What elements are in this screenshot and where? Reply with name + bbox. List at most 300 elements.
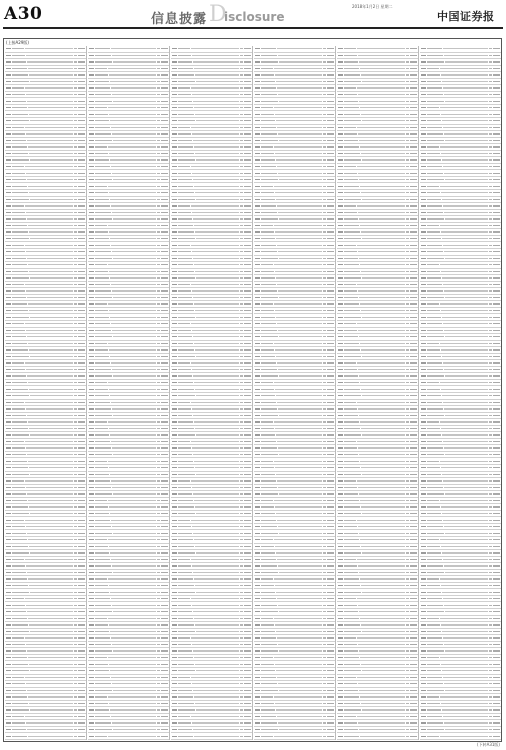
table-cell-code <box>89 395 94 396</box>
table-cell-num <box>493 631 500 632</box>
table-cell-name <box>344 192 360 193</box>
table-cell-code <box>255 421 260 422</box>
table-cell-title <box>444 212 488 213</box>
table-cell-code <box>338 578 343 579</box>
table-cell-name <box>261 258 278 259</box>
table-cell-title <box>444 94 488 95</box>
table-cell-type <box>489 317 492 318</box>
table-cell-title <box>196 317 239 318</box>
table-cell-num <box>161 434 168 435</box>
table-cell-code <box>338 336 343 337</box>
table-cell-code <box>338 258 343 259</box>
table-cell-code <box>338 722 343 723</box>
table-cell-type <box>323 212 326 213</box>
table-cell-code <box>6 323 11 324</box>
table-cell-type <box>74 722 77 723</box>
table-cell-type <box>157 218 160 219</box>
table-cell-num <box>410 644 417 645</box>
table-cell-code <box>255 395 260 396</box>
table-cell-num <box>244 709 251 710</box>
table-cell-code <box>89 173 94 174</box>
table-cell-type <box>406 317 409 318</box>
table-cell-num <box>327 271 334 272</box>
table-cell-num <box>244 533 251 534</box>
table-cell-num <box>244 133 251 134</box>
table-cell-title <box>110 238 156 239</box>
table-cell-num <box>493 546 500 547</box>
table-cell-title <box>277 677 322 678</box>
table-cell-code <box>6 382 11 383</box>
table-cell-num <box>327 120 334 121</box>
table-cell-name <box>427 218 444 219</box>
table-cell-code <box>6 461 11 462</box>
table-cell-type <box>74 650 77 651</box>
table-cell-num <box>410 343 417 344</box>
table-cell-title <box>359 61 405 62</box>
table-cell-name <box>344 677 356 678</box>
table-cell-type <box>489 271 492 272</box>
table-cell-num <box>78 650 85 651</box>
table-cell-title <box>111 166 156 167</box>
table-cell-name <box>261 74 274 75</box>
table-cell-title <box>193 375 239 376</box>
table-cell-name <box>95 107 107 108</box>
table-cell-type <box>240 716 243 717</box>
table-cell-title <box>193 61 239 62</box>
table-cell-title <box>278 94 322 95</box>
table-cell-type <box>406 48 409 49</box>
table-cell-num <box>244 546 251 547</box>
table-cell-num <box>244 572 251 573</box>
table-cell-num <box>327 683 334 684</box>
table-cell-num <box>327 290 334 291</box>
table-cell-name <box>427 539 439 540</box>
table-cell-name <box>12 657 27 658</box>
table-cell-code <box>255 526 260 527</box>
table-cell-num <box>244 415 251 416</box>
table-cell-num <box>244 520 251 521</box>
table-cell-title <box>25 677 73 678</box>
table-cell-type <box>406 670 409 671</box>
table-cell-title <box>360 696 405 697</box>
table-cell-type <box>406 107 409 108</box>
table-cell-title <box>191 520 239 521</box>
table-cell-code <box>338 290 343 291</box>
table-cell-name <box>178 389 194 390</box>
table-cell-title <box>28 146 73 147</box>
table-cell-num <box>410 415 417 416</box>
table-cell-code <box>338 683 343 684</box>
table-cell-num <box>410 408 417 409</box>
table-cell-title <box>193 258 239 259</box>
table-cell-type <box>489 447 492 448</box>
table-cell-name <box>344 61 358 62</box>
table-cell-code <box>6 186 11 187</box>
table-cell-type <box>489 480 492 481</box>
table-cell-num <box>244 441 251 442</box>
table-cell-num <box>493 205 500 206</box>
table-cell-code <box>89 107 94 108</box>
table-cell-num <box>161 173 168 174</box>
table-cell-type <box>157 664 160 665</box>
table-cell-num <box>327 572 334 573</box>
table-cell-title <box>359 218 405 219</box>
table-cell-type <box>240 611 243 612</box>
table-cell-num <box>161 722 168 723</box>
table-cell-name <box>178 513 195 514</box>
table-cell-title <box>445 258 488 259</box>
table-cell-name <box>12 251 25 252</box>
table-cell-code <box>6 447 11 448</box>
table-cell-title <box>191 716 239 717</box>
table-cell-num <box>244 245 251 246</box>
table-cell-num <box>161 631 168 632</box>
table-cell-name <box>427 205 442 206</box>
table-cell-title <box>278 408 322 409</box>
table-cell-code <box>338 303 343 304</box>
table-cell-title <box>277 362 322 363</box>
table-cell-code <box>172 637 177 638</box>
table-cell-name <box>95 284 110 285</box>
table-cell-num <box>327 592 334 593</box>
table-cell-title <box>359 297 405 298</box>
table-cell-num <box>244 356 251 357</box>
table-cell-code <box>421 317 426 318</box>
table-cell-name <box>12 310 28 311</box>
table-cell-num <box>161 61 168 62</box>
table-cell-num <box>327 218 334 219</box>
table-cell-name <box>178 533 192 534</box>
table-cell-code <box>255 225 260 226</box>
table-cell-title <box>28 578 73 579</box>
table-cell-name <box>178 310 194 311</box>
table-cell-num <box>161 192 168 193</box>
table-cell-name <box>427 729 444 730</box>
table-cell-title <box>113 611 156 612</box>
masthead <box>0 0 506 30</box>
table-cell-code <box>338 343 343 344</box>
table-cell-type <box>157 343 160 344</box>
table-cell-type <box>74 520 77 521</box>
table-cell-num <box>327 690 334 691</box>
table-cell-name <box>261 389 274 390</box>
table-cell-title <box>357 520 405 521</box>
table-cell-num <box>410 127 417 128</box>
table-cell-type <box>240 303 243 304</box>
table-cell-name <box>95 271 108 272</box>
table-cell-num <box>327 487 334 488</box>
table-cell-num <box>244 101 251 102</box>
table-cell-code <box>421 284 426 285</box>
table-cell-num <box>493 709 500 710</box>
table-cell-num <box>78 61 85 62</box>
table-cell-title <box>358 683 405 684</box>
table-cell-code <box>172 74 177 75</box>
table-cell-type <box>489 225 492 226</box>
table-cell-num <box>410 245 417 246</box>
table-cell-code <box>255 101 260 102</box>
table-cell-title <box>25 402 73 403</box>
table-cell-num <box>244 447 251 448</box>
table-cell-title <box>193 415 239 416</box>
table-cell-num <box>78 218 85 219</box>
table-cell-num <box>244 624 251 625</box>
table-cell-code <box>255 375 260 376</box>
table-cell-num <box>410 81 417 82</box>
table-cell-name <box>344 683 357 684</box>
table-cell-title <box>26 369 73 370</box>
table-cell-num <box>78 624 85 625</box>
table-cell-code <box>421 513 426 514</box>
table-cell-code <box>172 159 177 160</box>
table-cell-type <box>74 212 77 213</box>
table-cell-code <box>338 271 343 272</box>
table-cell-num <box>161 159 168 160</box>
table-cell-num <box>244 284 251 285</box>
table-cell-name <box>261 356 275 357</box>
table-cell-code <box>172 186 177 187</box>
table-cell-code <box>6 303 11 304</box>
table-cell-code <box>421 336 426 337</box>
table-cell-type <box>406 526 409 527</box>
table-cell-num <box>493 127 500 128</box>
table-cell-code <box>6 48 11 49</box>
table-cell-title <box>30 277 73 278</box>
table-cell-type <box>406 159 409 160</box>
table-cell-code <box>6 592 11 593</box>
table-cell-num <box>161 225 168 226</box>
table-cell-name <box>427 533 444 534</box>
table-cell-num <box>410 192 417 193</box>
table-cell-num <box>493 323 500 324</box>
table-cell-type <box>489 81 492 82</box>
table-cell-title <box>27 61 73 62</box>
table-cell-code <box>255 323 260 324</box>
table-cell-code <box>255 736 260 737</box>
table-cell-code <box>172 251 177 252</box>
table-cell-code <box>89 402 94 403</box>
table-cell-type <box>406 605 409 606</box>
table-cell-type <box>489 251 492 252</box>
table-cell-code <box>255 61 260 62</box>
table-cell-title <box>26 55 73 56</box>
table-cell-type <box>489 467 492 468</box>
table-cell-num <box>493 310 500 311</box>
table-cell-title <box>196 81 239 82</box>
table-cell-code <box>172 297 177 298</box>
table-cell-title <box>277 245 322 246</box>
table-cell-name <box>427 336 444 337</box>
table-cell-type <box>240 356 243 357</box>
table-cell-type <box>323 506 326 507</box>
table-cell-type <box>323 395 326 396</box>
table-cell-type <box>157 238 160 239</box>
table-cell-name <box>344 395 361 396</box>
table-cell-title <box>30 474 73 475</box>
table-cell-type <box>406 81 409 82</box>
table-cell-name <box>427 153 440 154</box>
table-cell-num <box>161 487 168 488</box>
table-cell-title <box>278 447 322 448</box>
table-cell-type <box>489 303 492 304</box>
table-cell-num <box>78 264 85 265</box>
table-cell-code <box>255 637 260 638</box>
table-cell-num <box>327 526 334 527</box>
table-cell-name <box>95 506 108 507</box>
table-cell-num <box>327 578 334 579</box>
table-cell-title <box>360 461 405 462</box>
table-cell-num <box>410 212 417 213</box>
table-cell-name <box>261 559 276 560</box>
table-cell-title <box>445 533 488 534</box>
section-title-en-initial: D <box>209 2 227 27</box>
table-cell-type <box>157 94 160 95</box>
table-cell-type <box>240 506 243 507</box>
table-cell-num <box>410 186 417 187</box>
table-cell-name <box>12 552 29 553</box>
table-cell-title <box>26 605 73 606</box>
table-cell-code <box>338 389 343 390</box>
table-cell-num <box>244 186 251 187</box>
table-cell-num <box>327 533 334 534</box>
table-cell-title <box>195 310 239 311</box>
table-cell-type <box>323 421 326 422</box>
table-cell-code <box>338 493 343 494</box>
table-cell-title <box>358 290 405 291</box>
table-cell-type <box>406 251 409 252</box>
table-cell-title <box>113 572 156 573</box>
table-cell-name <box>344 48 356 49</box>
table-cell-name <box>178 74 194 75</box>
table-cell-title <box>357 245 405 246</box>
table-cell-num <box>161 120 168 121</box>
table-cell-code <box>255 703 260 704</box>
table-cell-title <box>193 493 239 494</box>
table-cell-code <box>6 618 11 619</box>
table-cell-code <box>338 349 343 350</box>
table-cell-name <box>12 349 28 350</box>
table-cell-code <box>421 559 426 560</box>
table-cell-num <box>493 618 500 619</box>
table-cell-code <box>421 500 426 501</box>
table-cell-name <box>12 467 28 468</box>
table-cell-name <box>12 264 27 265</box>
table-cell-code <box>255 461 260 462</box>
table-cell-type <box>240 592 243 593</box>
table-cell-title <box>357 598 405 599</box>
table-cell-num <box>244 212 251 213</box>
table-cell-type <box>323 493 326 494</box>
table-cell-num <box>244 703 251 704</box>
table-cell-name <box>427 696 439 697</box>
table-cell-name <box>12 441 24 442</box>
table-cell-code <box>172 657 177 658</box>
table-cell-num <box>493 159 500 160</box>
table-cell-title <box>108 68 156 69</box>
table-cell-title <box>362 513 405 514</box>
table-cell-code <box>6 55 11 56</box>
table-cell-code <box>172 677 177 678</box>
table-cell-name <box>427 284 442 285</box>
table-cell-type <box>323 173 326 174</box>
table-cell-name <box>12 709 29 710</box>
table-cell-num <box>410 480 417 481</box>
table-cell-num <box>78 461 85 462</box>
table-cell-title <box>445 336 488 337</box>
table-cell-code <box>421 205 426 206</box>
table-cell-num <box>327 565 334 566</box>
table-cell-num <box>410 664 417 665</box>
table-cell-num <box>493 683 500 684</box>
table-cell-name <box>261 709 275 710</box>
table-cell-type <box>74 251 77 252</box>
table-cell-num <box>493 624 500 625</box>
table-cell-num <box>493 644 500 645</box>
table-cell-num <box>327 133 334 134</box>
table-cell-code <box>172 284 177 285</box>
table-cell-code <box>172 166 177 167</box>
table-cell-code <box>421 565 426 566</box>
table-cell-num <box>244 290 251 291</box>
table-cell-num <box>78 87 85 88</box>
table-cell-name <box>261 231 274 232</box>
table-cell-code <box>421 631 426 632</box>
table-cell-name <box>344 297 358 298</box>
table-column <box>337 46 419 740</box>
table-cell-title <box>193 611 239 612</box>
table-cell-name <box>178 323 190 324</box>
table-cell-title <box>274 68 322 69</box>
table-cell-num <box>244 598 251 599</box>
table-cell-name <box>344 500 359 501</box>
table-cell-num <box>493 68 500 69</box>
table-cell-type <box>157 173 160 174</box>
table-cell-code <box>338 369 343 370</box>
table-cell-code <box>172 146 177 147</box>
table-cell-title <box>193 336 239 337</box>
table-cell-type <box>323 382 326 383</box>
table-cell-num <box>410 709 417 710</box>
table-cell-num <box>78 297 85 298</box>
table-cell-code <box>172 572 177 573</box>
table-cell-title <box>279 218 322 219</box>
table-cell-title <box>357 677 405 678</box>
table-cell-title <box>360 225 405 226</box>
table-cell-code <box>89 382 94 383</box>
table-cell-type <box>323 389 326 390</box>
table-cell-type <box>489 192 492 193</box>
table-cell-type <box>406 565 409 566</box>
table-cell-title <box>27 258 73 259</box>
table-cell-title <box>30 670 73 671</box>
table-cell-title <box>113 493 156 494</box>
table-cell-name <box>12 389 28 390</box>
table-cell-title <box>195 192 239 193</box>
table-cell-type <box>406 389 409 390</box>
table-cell-title <box>441 310 488 311</box>
table-cell-name <box>261 264 273 265</box>
table-cell-type <box>323 74 326 75</box>
table-cell-type <box>323 729 326 730</box>
table-cell-type <box>406 166 409 167</box>
table-cell-title <box>194 225 239 226</box>
table-cell-name <box>427 87 442 88</box>
table-cell-code <box>6 251 11 252</box>
table-cell-name <box>95 618 107 619</box>
table-cell-title <box>440 618 488 619</box>
table-column <box>88 46 170 740</box>
table-cell-code <box>255 447 260 448</box>
